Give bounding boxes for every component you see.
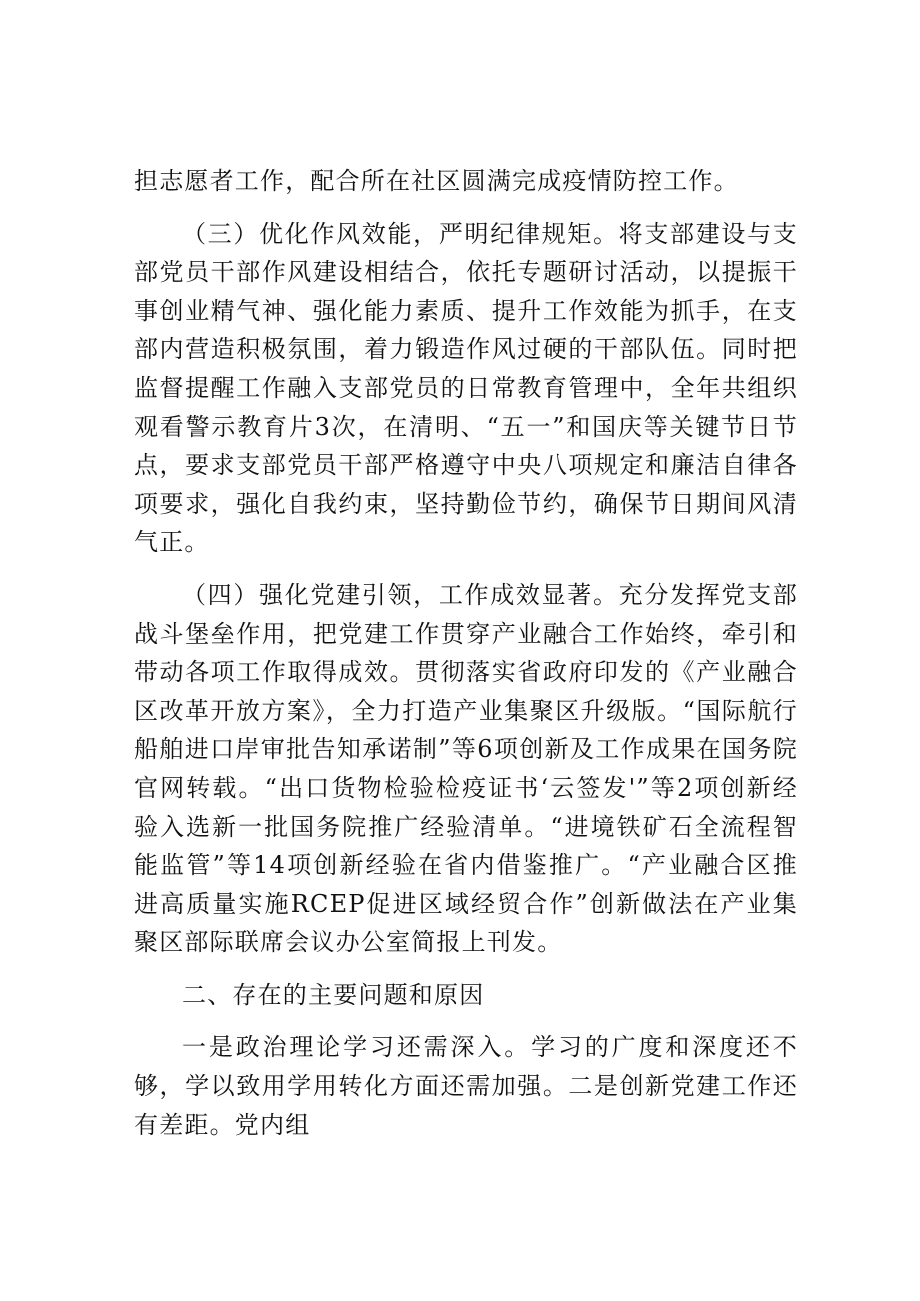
document-body [134, 162, 798, 1144]
section-three-paragraph: （三）优化作风效能，严明纪律规矩。将支部建设与支部党员干部作风建设相结合，依托专题研讨活动，以提振干事创业精气神、强化能力素质、提升工作效能为抓手，在支部内营造积极氛围，着力锻造作风过硬的干部队伍。同时把监督提醒工作融入支部党员的日常教育管理中，全年共组织观看警示教育片3次，在清明、“五一”和国庆等关键节日节点，要求支部党员干部严格遵守中央八项规定和廉洁自律各项要求，强化自我约束，坚持勤俭节约，确保节日期间风清气正。 [134, 219, 798, 557]
continuation-paragraph: 担志愿者工作，配合所在社区圆满完成疫情防控工作。 [134, 167, 739, 195]
section-four-paragraph: （四）强化党建引领，工作成效显著。充分发挥党支部战斗堡垒作用，把党建工作贯穿产业融合工作始终，牵引和带动各项工作取得成效。贯彻落实省政府印发的《产业融合区改革开放方案》，全力打造产业集聚区升级版。“国际航行船舶进口岸审批告知承诺制”等6项创新及工作成果在国务院官网转载。“出口货物检验检疫证书‘云签发'”等2项创新经验入选新一批国务院推广经验清单。“进境铁矿石全流程智能监管”等14项创新经验在省内借鉴推广。“产业融合区推进高质量实施RCEP促进区域经贸合作”创新做法在产业集聚区部际联席会议办公室简报上刊发。 [134, 580, 798, 957]
section-two-heading: 二、存在的主要问题和原因 [182, 980, 485, 1009]
problems-paragraph: 一是政治理论学习还需深入。学习的广度和深度还不够，学以致用学用转化方面还需加强。二是创新党建工作还有差距。党内组 [134, 1033, 798, 1139]
